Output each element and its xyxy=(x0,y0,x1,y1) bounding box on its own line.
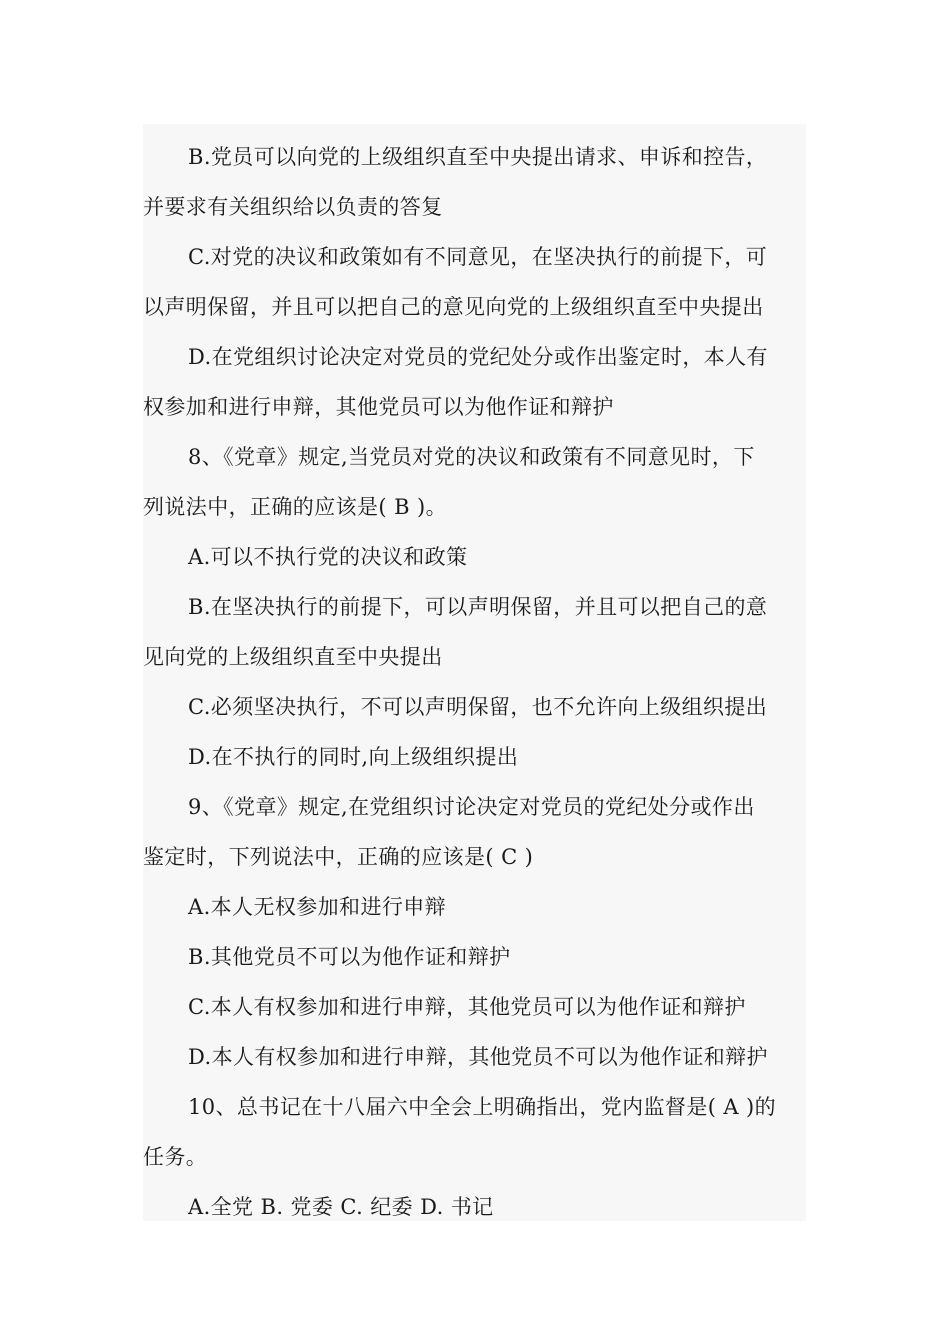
document-content xyxy=(143,124,806,1221)
q9-option-c: C.本人有权参加和进行申辩，其他党员可以为他作证和辩护 xyxy=(188,995,746,1019)
q8-option-b-line-2: 见向党的上级组织直至中央提出 xyxy=(143,645,443,669)
option-c-line-2: 以声明保留，并且可以把自己的意见向党的上级组织直至中央提出 xyxy=(143,295,764,319)
text-lines xyxy=(143,132,806,1232)
q9-option-d: D.本人有权参加和进行申辩，其他党员不可以为他作证和辩护 xyxy=(188,1045,768,1069)
option-b-line-1: B.党员可以向党的上级组织直至中央提出请求、申诉和控告， xyxy=(188,145,768,169)
option-d-line-1: D.在党组织讨论决定对党员的党纪处分或作出鉴定时，本人有 xyxy=(188,345,768,369)
q8-option-c: C.必须坚决执行，不可以声明保留，也不允许向上级组织提出 xyxy=(188,695,768,719)
question-10-line-1: 10、总书记在十八届六中全会上明确指出，党内监督是( A )的 xyxy=(188,1095,777,1119)
q8-option-b-line-1: B.在坚决执行的前提下，可以声明保留，并且可以把自己的意 xyxy=(188,595,768,619)
option-b-line-2: 并要求有关组织给以负责的答复 xyxy=(143,195,443,219)
question-10-line-2: 任务。 xyxy=(143,1145,208,1169)
q10-options: A.全党 B. 党委 C. 纪委 D. 书记 xyxy=(188,1195,494,1219)
option-d-line-2: 权参加和进行申辩，其他党员可以为他作证和辩护 xyxy=(143,395,614,419)
option-c-line-1: C.对党的决议和政策如有不同意见，在坚决执行的前提下，可 xyxy=(188,245,768,269)
question-9-line-1: 9、《党章》规定,在党组织讨论决定对党员的党纪处分或作出 xyxy=(188,795,755,819)
q9-option-a: A.本人无权参加和进行申辩 xyxy=(188,895,447,919)
question-9-line-2: 鉴定时，下列说法中，正确的应该是( C ) xyxy=(143,845,534,869)
q8-option-a: A.可以不执行党的决议和政策 xyxy=(188,545,468,569)
q8-option-d: D.在不执行的同时,向上级组织提出 xyxy=(188,745,519,769)
q9-option-b: B.其他党员不可以为他作证和辩护 xyxy=(188,945,511,969)
question-8-line-1: 8、《党章》规定,当党员对党的决议和政策有不同意见时，下 xyxy=(188,445,755,469)
question-8-line-2: 列说法中，正确的应该是( B )。 xyxy=(143,495,447,519)
